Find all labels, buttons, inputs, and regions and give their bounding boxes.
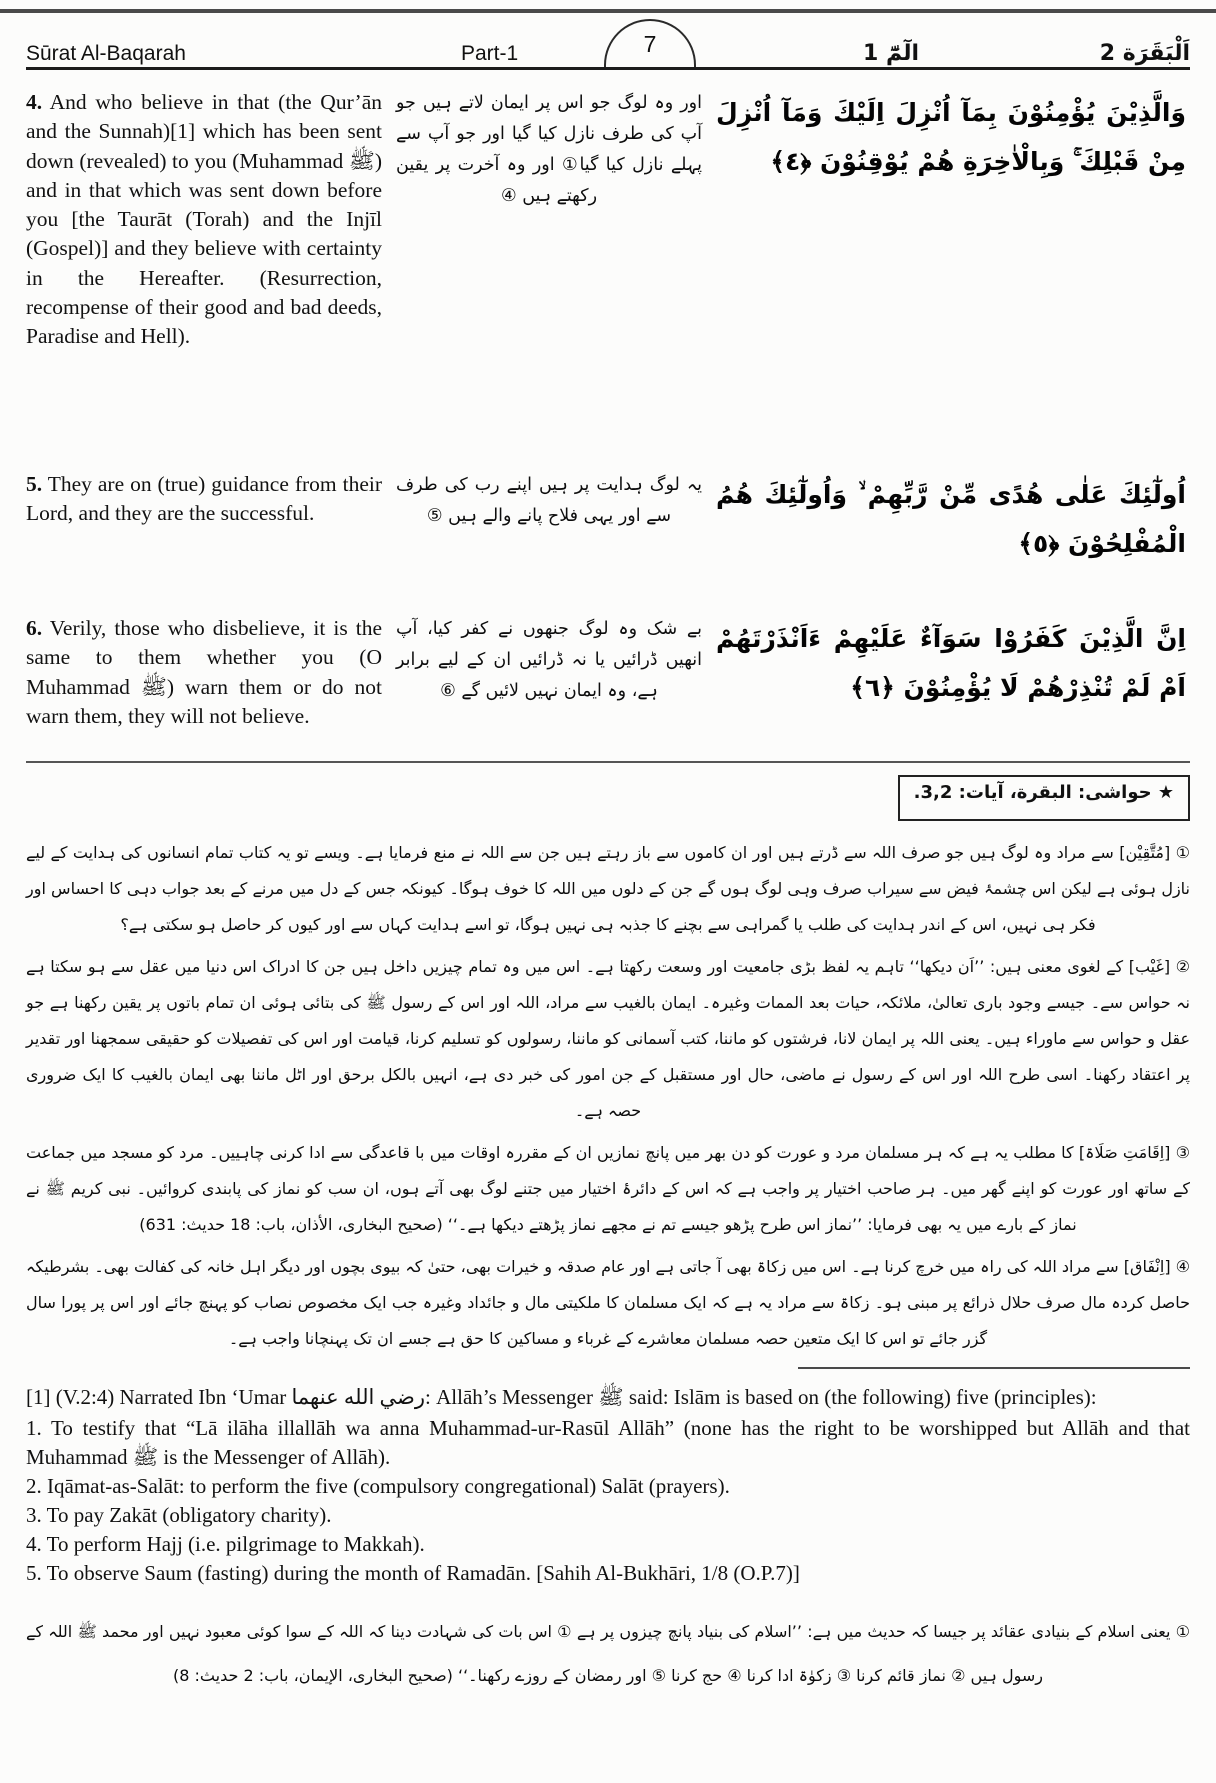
bottom-urdu-footnote-text: ① یعنی اسلام کے بنیادی عقائد پر جیسا کہ حدیث میں ہے: ’’اسلام کی بنیاد پانچ چیزوں پر ہے ① اس بات کی شہادت دینا کہ اللہ کے سوا کوئی معبود نہیں اور محمد ﷺ اللہ کے رسول ہیں ② نماز قائم کرنا ③ زکوٰۃ ادا کرنا ④ حج کرنا ⑤ اور رمضان کے روزے رکھنا۔‘‘ (صحیح البخاری، الإیمان، باب: 2 حدیث: 8) [26, 1622, 1190, 1686]
verse-5-english-text: They are on (true) guidance from their Lord, and they are the successful. [26, 472, 382, 526]
verse-row-6 [26, 614, 1190, 731]
page-number-badge [604, 19, 696, 67]
english-footnote-intro: [1] (V.2:4) Narrated Ibn ‘Umar رضي الله عنهما: Allāh’s Messenger ﷺ said: Islām is based on (the following) five (principles): [26, 1385, 1097, 1410]
footnotes-header-row [26, 775, 1190, 821]
page-header [26, 0, 1190, 70]
urdu-footnote-3: ③ [اِقَامَتِ صَلَاۃ] کا مطلب یہ ہے کہ ہر مسلمان مرد و عورت کو دن بھر میں پانچ نمازیں ان کے مقررہ اوقات میں با قاعدگی سے ادا کرنی چاہییں۔ مرد کو مسجد میں جماعت کے ساتھ اور عورت کو اپنے گھر میں۔ ہر صاحب اختیار پر واجب ہے کہ اس کے دائرۂ اختیار میں جتنے لوگ بھی آتے ہوں، ان سب کو نماز کی پابندی کروائیں۔ نبی کریم ﷺ نے نماز کے بارے میں یہ بھی فرمایا: ’’نماز اس طرح پڑھو جیسے تم نے مجھے نماز پڑھتے دیکھا ہے۔‘‘ (صحیح البخاری، الأذان، باب: 18 حدیث: 631) [26, 1143, 1190, 1235]
verse-6-english-text: Verily, those who disbelieve, it is the same to them whether you (O Muhammad ﷺ) warn them or do not warn them, they will not believe. [26, 616, 382, 728]
verse-5-arabic: اُولٰٓئِكَ عَلٰى هُدًى مِّنْ رَّبِّهِمْ ۙ وَاُولٰٓئِكَ هُمُ الْمُفْلِحُوْنَ ﴿٥﴾ [716, 480, 1186, 558]
verse-6-english [26, 614, 382, 731]
verse-6-urdu: بے شک وہ لوگ جنھوں نے کفر کیا، آپ انھیں ڈرائیں یا نہ ڈرائیں ان کے لیے برابر ہے، وہ ایمان نہیں لائیں گے ⑥ [396, 619, 702, 701]
english-footnote-rule-row [26, 1367, 1190, 1369]
english-footnote-item-5: 5. To observe Saum (fasting) during the month of Ramadān. [Sahih Al-Bukhāri, 1/8 (O.P.7)] [26, 1561, 800, 1586]
english-footnote-item-2: 2. Iqāmat-as-Salāt: to perform the five (compulsory congregational) Salāt (prayers). [26, 1474, 730, 1499]
english-footnote-rule [798, 1367, 1190, 1369]
english-footnote-list [26, 1414, 1190, 1588]
verse-5-urdu: یہ لوگ ہدایت پر ہیں اپنے رب کی طرف سے اور یہی فلاح پانے والے ہیں ⑤ [396, 475, 702, 526]
verse-6-number: 6. [26, 616, 43, 640]
part-label: Part-1 [461, 42, 519, 65]
urdu-footnote-1: ① [مُتَّقِیْن] سے مراد وہ لوگ ہیں جو صرف اللہ سے ڈرتے ہیں اور ان کاموں سے باز رہتے ہیں جن سے اللہ نے منع فرمایا ہے۔ ویسے تو یہ کتاب تمام انسانوں کی ہدایت کے لیے نازل ہوئی ہے لیکن اس چشمۂ فیض سے سیراب صرف وہی لوگ ہوں گے جن کے دلوں میں اللہ کا خوف ہوگا۔ کیونکہ جس کے دل میں مرنے کے بعد جواب دہی کا احساس اور فکر ہی نہیں، اس کے اندر ہدایت کی طلب یا گمراہی سے بچنے کا جذبہ ہی نہیں ہوگا، تو اسے ہدایت کہاں سے اور کیوں کر حاصل ہو سکتی ہے؟ [26, 843, 1190, 935]
verse-6-arabic: اِنَّ الَّذِيْنَ كَفَرُوْا سَوَآءٌ عَلَيْهِمْ ءَاَنْذَرْتَهُمْ اَمْ لَمْ تُنْذِرْهُمْ لَا يُؤْمِنُوْنَ ﴿٦﴾ [716, 624, 1186, 702]
english-footnote-item-3: 3. To pay Zakāt (obligatory charity). [26, 1503, 332, 1528]
header-rule [26, 67, 1190, 70]
verse-row-4 [26, 88, 1190, 468]
verse-4-urdu: اور وہ لوگ جو اس پر ایمان لاتے ہیں جو آپ کی طرف نازل کیا گیا اور جو آپ سے پہلے نازل کیا گیا① اور وہ آخرت پر یقین رکھتے ہیں ④ [396, 93, 702, 206]
verse-4-arabic: وَالَّذِيْنَ يُؤْمِنُوْنَ بِمَآ اُنْزِلَ اِلَيْكَ وَمَآ اُنْزِلَ مِنْ قَبْلِكَ ۚ وَبِالْاٰخِرَةِ هُمْ يُوْقِنُوْنَ ﴿٤﴾ [716, 98, 1186, 176]
english-footnote-item-1: 1. To testify that “Lā ilāha illallāh wa anna Muhammad-ur-Rasūl Allāh” (none has the right to be worshipped but Allāh and that Muhammad ﷺ is the Messenger of Allāh). [26, 1416, 1190, 1470]
verse-4-number: 4. [26, 90, 43, 114]
urdu-footnote-4: ④ [اِنْفَاق] سے مراد اللہ کی راہ میں خرچ کرنا ہے۔ اس میں زکاۃ بھی آ جاتی ہے اور عام صدقہ و خیرات بھی، حتیٰ کہ بیوی بچوں اور دیگر اہل خانہ کی کفالت بھی۔ بشرطیکہ حاصل کردہ مال صرف حلال ذرائع پر مبنی ہو۔ زکاۃ سے مراد یہ ہے کہ ایک مسلمان کا ملکیتی مال و جائداد وغیرہ جب ایک مخصوص نصاب کو پہنچ جائے اور اس پر پورا سال گزر جائے تو اس کا ایک متعین حصہ مسلمان معاشرے کے غرباء و مساکین کا حق ہے جسے ان تک پہنچانا واجب ہے۔ [26, 1257, 1190, 1349]
surah-arabic-center: الٓمّٓ 1 [862, 41, 920, 66]
section-divider [26, 761, 1190, 763]
surah-title: Sūrat Al-Baqarah [26, 42, 186, 65]
verse-5-number: 5. [26, 472, 43, 496]
english-footnote-item-4: 4. To perform Hajj (i.e. pilgrimage to Makkah). [26, 1532, 425, 1557]
verses-section [26, 70, 1190, 731]
verse-row-5 [26, 470, 1190, 586]
urdu-footnote-2: ② [غَیْب] کے لغوی معنی ہیں: ’’اَن دیکھا‘‘ تاہم یہ لفظ بڑی جامعیت اور وسعت رکھتا ہے۔ اس میں وہ تمام چیزیں داخل ہیں جن کا ادراک اس دنیا میں عقل سے ہو سکتا ہے نہ حواس سے۔ جیسے وجود باری تعالیٰ، ملائکہ، حیات بعد الممات وغیرہ۔ ایمان بالغیب سے مراد، اللہ اور اس کے رسول ﷺ کی بتائی ہوئی ان تمام باتوں پر یقین رکھنا ہے جو عقل و حواس سے ماوراء ہیں۔ یعنی اللہ پر ایمان لانا، فرشتوں کو ماننا، کتب آسمانی کو ماننا، رسولوں کو تسلیم کرنا، قیامت اور اس کی تفصیلات کو حقیقی سمجھنا اور تقدیر پر اعتقاد رکھنا۔ اسی طرح اللہ اور اس کے رسول نے ماضی، حال اور مستقبل کے جن امور کی خبر دی ہے، انہیں بالکل برحق اور اٹل ماننا بھی ایمان بالغیب کا ایک ضروری حصہ ہے۔ [26, 957, 1190, 1121]
verse-4-english [26, 88, 382, 468]
verse-5-english [26, 470, 382, 586]
bottom-urdu-footnote [26, 1610, 1190, 1698]
urdu-footnotes [26, 835, 1190, 1357]
english-footnote [26, 1383, 1190, 1588]
verse-4-english-text: And who believe in that (the Qur’ān and the Sunnah)[1] which has been sent down (revealed) to you (Muhammad ﷺ) and in that which was sent down before you [the Taurāt (Torah) and the Injīl (Gospel)] and they believe with certainty in the Hereafter. (Resurrection, recompense of their good and bad deeds, Paradise and Hell). [26, 90, 382, 349]
footnotes-header-box: ★ حواشی: البقرة، آیات: 3,2. [898, 775, 1190, 821]
surah-arabic-right: اَلْبَقَرَة 2 [1099, 41, 1190, 66]
page-number: 7 [643, 30, 657, 57]
